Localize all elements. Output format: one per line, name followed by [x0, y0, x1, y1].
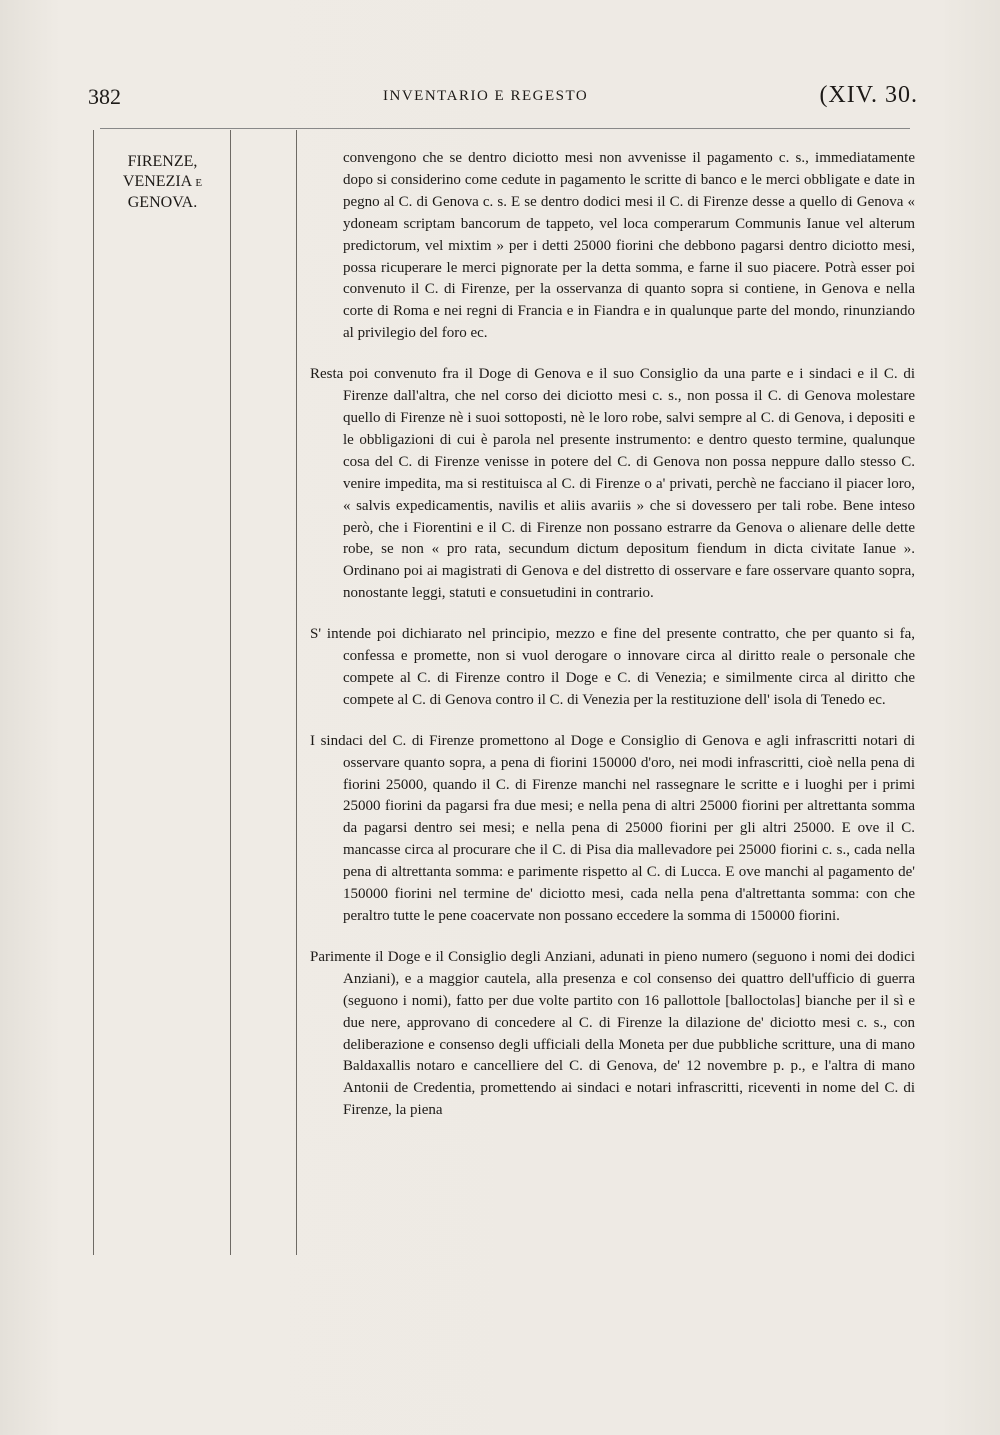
page-number: 382 [88, 84, 121, 109]
column-rule-middle [230, 130, 231, 1255]
margin-note-line: GENOVA. [127, 194, 198, 211]
margin-note-word: VENEZIA [122, 173, 192, 190]
margin-note [100, 152, 225, 213]
section-reference: (XIV. 30. [819, 82, 918, 108]
body-text [310, 148, 915, 1122]
paragraph: S' intende poi dichiarato nel principio, mezzo e fine del presente contratto, che per quanto si fa, confessa e promette, non si vuol derogare o innovare circa al diritto reale o personale che compete al C. di Firenze contro il Doge e C. di Venezia; e similmente circa al diritto che compete al C. di Genova contro il C. di Venezia per la restituzione dell' isola di Tenedo ec. [310, 626, 915, 708]
header-rule [100, 128, 910, 129]
column-rule-left [93, 130, 94, 1255]
paragraph: convengono che se dentro diciotto mesi non avvenisse il pagamento c. s., immediatamente dopo si considerino come cedute in pagamento le scritte di banco e le merci obbligate e date in pegno al C. di Genova c. s. E se dentro dodici mesi il C. di Firenze desse a quello di Genova « ydoneam scriptam bancorum de tappeto, vel loca comperarum Communis Ianue vel alterum predictorum, vel mixtim » per i detti 25000 fiorini che debbono pagarsi dentro diciotto mesi, possa ricuperare le merci pignorate per la detta somma, e farne il suo piacere. Potrà esser poi convenuto il C. di Firenze, per la osservanza di quanto sopra si contiene, in Genova e nella corte di Roma e nei regni di Francia e in Fiandra e in qualunque parte del mondo, rinunziando al privilegio del foro ec. [343, 150, 915, 342]
page-header [88, 84, 918, 114]
margin-note-line: FIRENZE, [127, 153, 198, 170]
paragraph: Parimente il Doge e il Consiglio degli Anziani, adunati in pieno numero (seguono i nomi dei dodici Anziani), e a maggior cautela, alla presenza e col consenso dei quattro dell'ufficio di guerra (seguono i nomi), fatto per due volte partito con 16 pallottole [balloctolas] bianche per il sì e due nere, approvano di concedere al C. di Firenze la dilazione de' diciotto mesi c. s., con deliberazione e consenso degli ufficiali della Moneta per due pubbliche scritture, una di mano Baldaxallis notaro e cancelliere del C. di Genova, de' 12 novembre p. p., e l'altra di mano Antonii de Credentia, promettendo ai sindaci e notari infrascritti, riceventi in nome del C. di Firenze, la piena [310, 948, 915, 1119]
margin-note-line [100, 172, 225, 193]
paragraph: I sindaci del C. di Firenze promettono al Doge e Consiglio di Genova e agli infrascritti notari di osservare quanto sopra, a pena di fiorini 150000 d'oro, nei modi infrascritti, cioè nella pena di fiorini 25000, quando il C. di Firenze manchi nel rassegnare le scritte e i luoghi per i primi 25000 fiorini da pagarsi fra due mesi; e nella pena di altri 25000 fiorini per altrettanta somma da pagarsi dentro sei mesi; e nella pena di 25000 fiorini per gli altri 25000. E ove il C. mancasse circa al procurare che il C. di Pisa dia mallevadore pei 25000 fiorini c. s., cada nella pena di altrettanta somma: e parimente rispetto al C. di Lucca. E ove manchi al pagamento de' 150000 fiorini nel termine de' diciotto mesi, cada nella pena d'altrettanta somma: con che peraltro tutte le pene coacervate non possano eccedere la somma di 150000 fiorini. [310, 732, 915, 924]
running-title: INVENTARIO E REGESTO [383, 88, 589, 104]
column-rule-right [296, 130, 297, 1255]
margin-note-conjunction: E [195, 177, 203, 189]
paragraph: Resta poi convenuto fra il Doge di Genova e il suo Consiglio da una parte e i sindaci e il C. di Firenze dall'altra, che nel corso dei diciotto mesi c. s., non possa il C. di Genova molestare quello di Firenze nè i suoi sottoposti, nè le loro robe, salvi sempre al C. di Genova, i depositi e le obbligazioni di cui è parola nel presente instrumento: e dentro questo termine, qualunque cosa del C. di Firenze venisse in potere del C. di Genova non possa neppure dallo stesso C. venire impedita, ma si restituisca al C. di Firenze o a' privati, perchè ne facciano il piacer loro, « salvis expedicamentis, navilis et aliis avariis » che si dovessero per tali robe. Bene inteso però, che i Fiorentini e il C. di Firenze non possano estrarre da Genova o alienare delle dette robe, se non « pro rata, secundum dictum depositum fiendum in dicta civitate Ianue ». Ordinano poi ai magistrati di Genova e del distretto di osservare e fare osservare quanto sopra, nonostante leggi, statuti e consuetudini in contrario. [310, 366, 915, 602]
